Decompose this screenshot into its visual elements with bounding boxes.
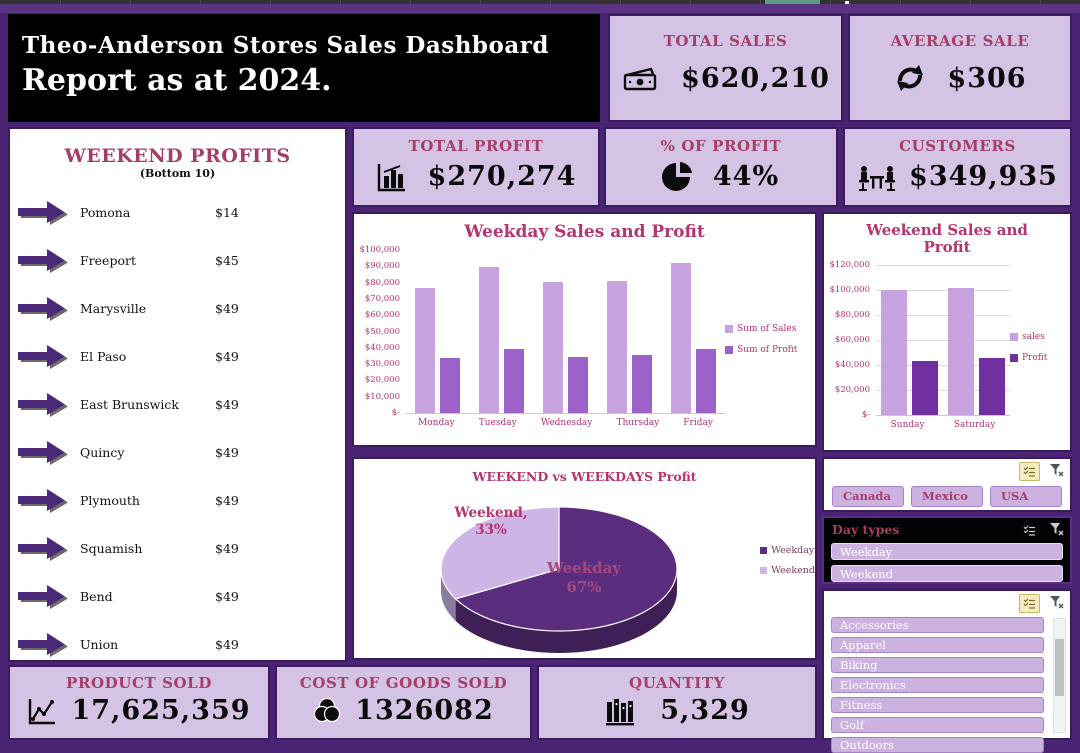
slicer-day-types-title: Day types	[832, 522, 900, 537]
weekend-profit-city: Quincy	[80, 444, 125, 460]
x-tick-label: Friday	[683, 418, 713, 428]
bar-chart-body	[354, 245, 815, 428]
kpi-quantity-value: 5,329	[660, 695, 750, 726]
plot-box	[876, 265, 1010, 416]
weekend-profit-row	[10, 284, 345, 332]
weekend-profits-title: WEEKEND PROFITS	[64, 145, 291, 167]
weekend-chart-panel	[822, 212, 1072, 452]
y-tick-label: $100,000	[359, 245, 400, 255]
weekend-profits-panel	[8, 127, 347, 662]
x-tick-label: Wednesday	[540, 418, 593, 428]
slicer-categories-buttons	[824, 616, 1070, 753]
grid-line	[1040, 0, 1041, 4]
spreadsheet-cursor-dot	[845, 1, 849, 4]
scrollbar-thumb[interactable]	[1055, 639, 1064, 696]
y-tick-label: $100,000	[829, 284, 870, 295]
kpi-cogs-value: 1326082	[355, 695, 494, 726]
grid-line	[340, 0, 341, 4]
slicer-button-outdoors[interactable]: Outdoors	[831, 737, 1044, 753]
right-arrow-icon	[18, 296, 68, 321]
y-tick-label: $80,000	[364, 277, 400, 288]
legend-swatch	[725, 346, 733, 354]
clear-filter-icon[interactable]	[1049, 521, 1064, 540]
kpi-total-profit-label: TOTAL PROFIT	[408, 137, 544, 155]
y-tick-label: $-	[861, 409, 870, 420]
bar-group	[479, 267, 524, 413]
bar-chart-icon	[376, 162, 408, 192]
legend-swatch	[760, 567, 767, 574]
bar-group	[948, 288, 1005, 415]
bar-group	[671, 263, 716, 413]
y-tick-label: $60,000	[834, 334, 870, 345]
slicer-button-biking[interactable]: Biking	[831, 657, 1044, 673]
bar-group	[543, 282, 588, 413]
clear-filter-icon[interactable]	[1049, 594, 1064, 613]
y-tick-label: $10,000	[364, 391, 400, 402]
kpi-product-sold-label: PRODUCT SOLD	[66, 674, 212, 692]
grid-line	[130, 0, 131, 4]
grid-line	[480, 0, 481, 4]
bar	[479, 267, 499, 413]
slicer-categories	[822, 589, 1072, 752]
legend-swatch	[1010, 354, 1018, 362]
scrollbar[interactable]	[1053, 618, 1066, 733]
legend-swatch	[725, 325, 733, 333]
weekend-profit-value: $49	[215, 492, 239, 508]
banknote-icon	[621, 62, 661, 94]
pie-weekday-label: Weekday 67%	[546, 559, 622, 596]
bar	[979, 358, 1005, 415]
weekend-profits-subtitle: (Bottom 10)	[139, 167, 216, 180]
grid-line	[830, 0, 831, 4]
slicer-button-apparel[interactable]: Apparel	[831, 637, 1044, 653]
plot-box	[406, 250, 725, 414]
weekend-profit-value: $49	[215, 396, 239, 412]
slicer-countries	[822, 457, 1072, 512]
line-chart-icon	[27, 697, 57, 725]
weekend-profit-value: $49	[215, 588, 239, 604]
bar-chart-body	[824, 259, 1070, 430]
books-icon	[604, 696, 638, 726]
slicer-button-weekday[interactable]: Weekday	[831, 543, 1063, 560]
right-arrow-icon	[18, 584, 68, 609]
weekday-chart-title: Weekday Sales and Profit	[464, 222, 705, 242]
weekend-profit-value: $49	[215, 444, 239, 460]
weekend-profit-row	[10, 380, 345, 428]
grid-line	[200, 0, 201, 4]
pie-chart-panel	[352, 457, 817, 660]
kpi-pct-profit	[604, 127, 838, 207]
pie-chart	[354, 459, 819, 662]
y-tick-label: $20,000	[364, 375, 400, 386]
weekend-profit-city: Squamish	[80, 540, 143, 556]
slicer-button-accessories[interactable]: Accessories	[831, 617, 1044, 633]
x-tick-label: Sunday	[890, 419, 925, 430]
dashboard-title: Theo-Anderson Stores Sales Dashboard	[22, 32, 549, 59]
dashboard-subtitle: Report as at 2024.	[22, 63, 332, 98]
slicer-day-types	[822, 516, 1072, 584]
y-axis	[354, 245, 406, 427]
slicer-countries-header	[824, 459, 1070, 484]
bar	[632, 355, 652, 413]
kpi-average-sale	[848, 14, 1072, 122]
slicer-day-types-buttons	[824, 543, 1070, 582]
kpi-cogs-label: COST OF GOODS SOLD	[299, 674, 508, 692]
grid-line	[550, 0, 551, 4]
weekend-profit-row	[10, 476, 345, 524]
kpi-average-sale-value: $306	[947, 62, 1027, 94]
slicer-button-electronics[interactable]: Electronics	[831, 677, 1044, 693]
x-tick-label: Tuesday	[478, 418, 517, 428]
bar	[440, 358, 460, 413]
legend-swatch	[1010, 333, 1018, 341]
bar	[671, 263, 691, 413]
kpi-customers-value: $349,935	[909, 161, 1058, 192]
legend-item: Weekday	[760, 545, 815, 556]
kpi-total-sales-value: $620,210	[681, 62, 830, 94]
legend-swatch	[760, 547, 767, 554]
slicer-button-usa[interactable]: USA	[990, 486, 1062, 507]
legend-item: sales	[1010, 332, 1066, 342]
bar	[504, 349, 524, 413]
bar-groups	[876, 265, 1010, 415]
weekend-profit-value: $49	[215, 348, 239, 364]
weekend-profit-row	[10, 332, 345, 380]
bar	[568, 357, 588, 413]
weekend-profit-value: $45	[215, 252, 239, 268]
weekend-profits-list	[10, 188, 345, 668]
pie-icon	[663, 162, 693, 192]
weekend-profit-city: Freeport	[80, 252, 136, 268]
legend-item: Sum of Profit	[725, 345, 811, 355]
grid-line	[900, 0, 901, 4]
weekend-profit-city: Marysville	[80, 300, 147, 316]
kpi-product-sold	[8, 665, 270, 740]
y-tick-label: $90,000	[364, 261, 400, 272]
weekend-bar-chart	[824, 259, 1070, 430]
weekend-profit-row	[10, 428, 345, 476]
y-tick-label: $80,000	[834, 309, 870, 320]
weekend-profit-city: Plymouth	[80, 492, 140, 508]
slicer-categories-header	[824, 591, 1070, 616]
grid-line	[270, 0, 271, 4]
kpi-pct-profit-label: % OF PROFIT	[660, 137, 782, 155]
pie-weekend-label: Weekend, 33%	[454, 505, 528, 538]
legend-item: Sum of Sales	[725, 324, 811, 334]
slicer-button-canada[interactable]: Canada	[832, 486, 904, 507]
right-arrow-icon	[18, 440, 68, 465]
chart-legend	[1010, 265, 1070, 430]
slicer-button-fitness[interactable]: Fitness	[831, 697, 1044, 713]
kpi-product-sold-value: 17,625,359	[71, 695, 251, 726]
weekend-profit-row	[10, 620, 345, 668]
slicer-countries-buttons	[824, 484, 1070, 507]
weekend-profit-row	[10, 188, 345, 236]
weekend-profit-value: $14	[215, 204, 239, 220]
multi-select-icon[interactable]	[1019, 521, 1040, 540]
plot-area	[876, 265, 1010, 430]
grid-line	[690, 0, 691, 4]
right-arrow-icon	[18, 536, 68, 561]
weekend-profit-row	[10, 236, 345, 284]
refresh-icon	[893, 62, 927, 94]
right-arrow-icon	[18, 200, 68, 225]
bar-group	[607, 281, 652, 413]
kpi-cogs	[275, 665, 532, 740]
grid-line	[970, 0, 971, 4]
x-axis-labels	[876, 420, 1010, 430]
y-tick-label: $30,000	[364, 359, 400, 370]
bar	[415, 288, 435, 414]
pie-chart-title: WEEKEND vs WEEKDAYS Profit	[472, 469, 697, 484]
kpi-pct-profit-value: 44%	[712, 161, 780, 192]
x-tick-label: Saturday	[953, 419, 996, 430]
bar	[696, 349, 716, 413]
weekend-profit-value: $49	[215, 300, 239, 316]
plot-area	[406, 250, 725, 428]
weekend-profit-city: East Brunswick	[80, 396, 179, 412]
bar	[543, 282, 563, 413]
y-tick-label: $50,000	[364, 326, 400, 337]
multi-select-icon[interactable]	[1019, 594, 1040, 613]
multi-select-icon[interactable]	[1019, 462, 1040, 481]
weekday-bar-chart	[354, 245, 815, 428]
grid-line	[620, 0, 621, 4]
slicer-button-weekend[interactable]: Weekend	[831, 565, 1063, 582]
weekend-profit-city: Bend	[80, 588, 113, 604]
clear-filter-icon[interactable]	[1049, 462, 1064, 481]
x-tick-label: Monday	[418, 418, 455, 428]
kpi-total-profit-value: $270,274	[427, 161, 577, 192]
kpi-total-sales	[608, 14, 843, 122]
bar	[607, 281, 627, 413]
right-arrow-icon	[18, 488, 68, 513]
slicer-button-golf[interactable]: Golf	[831, 717, 1044, 733]
bar-groups	[406, 250, 725, 413]
kpi-average-sale-label: AVERAGE SALE	[890, 32, 1030, 50]
x-tick-label: Thursday	[616, 418, 660, 428]
weekend-profit-city: Pomona	[80, 204, 131, 220]
weekend-profit-value: $49	[215, 540, 239, 556]
weekday-chart-panel	[352, 212, 817, 447]
slicer-button-mexico[interactable]: Mexico	[911, 486, 983, 507]
weekend-profit-value: $49	[215, 636, 239, 652]
kpi-customers-label: CUSTOMERS	[899, 137, 1016, 155]
y-tick-label: $40,000	[364, 342, 400, 353]
x-axis-labels	[406, 418, 725, 428]
y-tick-label: $60,000	[364, 310, 400, 321]
grid-line	[760, 0, 761, 4]
weekend-chart-title: Weekend Sales and Profit	[866, 221, 1028, 257]
y-tick-label: $120,000	[829, 259, 870, 270]
kpi-total-profit	[352, 127, 600, 207]
bar	[881, 290, 907, 415]
weekend-profit-row	[10, 572, 345, 620]
legend-item: Weekend	[760, 565, 815, 576]
right-arrow-icon	[18, 344, 68, 369]
right-arrow-icon	[18, 248, 68, 273]
right-arrow-icon	[18, 632, 68, 657]
chart-legend	[725, 250, 815, 428]
weekend-profit-city: El Paso	[80, 348, 127, 364]
y-axis	[824, 259, 876, 429]
venn-icon	[313, 697, 341, 725]
y-tick-label: $70,000	[364, 293, 400, 304]
grid-line	[410, 0, 411, 4]
dashboard-title-box	[8, 14, 600, 122]
bar-group	[415, 288, 460, 414]
bar	[912, 361, 938, 415]
weekend-profit-row	[10, 524, 345, 572]
bar-group	[881, 290, 938, 415]
right-arrow-icon	[18, 392, 68, 417]
kpi-customers	[843, 127, 1072, 207]
y-tick-label: $-	[391, 408, 400, 418]
legend-item: Profit	[1010, 353, 1066, 363]
kpi-total-sales-label: TOTAL SALES	[663, 32, 788, 50]
kpi-quantity	[537, 665, 817, 740]
y-tick-label: $40,000	[834, 359, 870, 370]
bar	[948, 288, 974, 415]
weekend-profit-city: Union	[80, 636, 119, 652]
spreadsheet-purple-row	[0, 4, 1080, 13]
spreadsheet-top-strip	[0, 0, 1080, 13]
slicer-day-types-header	[824, 518, 1070, 543]
kpi-quantity-label: QUANTITY	[629, 674, 725, 692]
y-tick-label: $20,000	[834, 384, 870, 395]
people-desk-icon	[857, 163, 897, 191]
pie-legend	[760, 545, 815, 576]
grid-line	[60, 0, 61, 4]
